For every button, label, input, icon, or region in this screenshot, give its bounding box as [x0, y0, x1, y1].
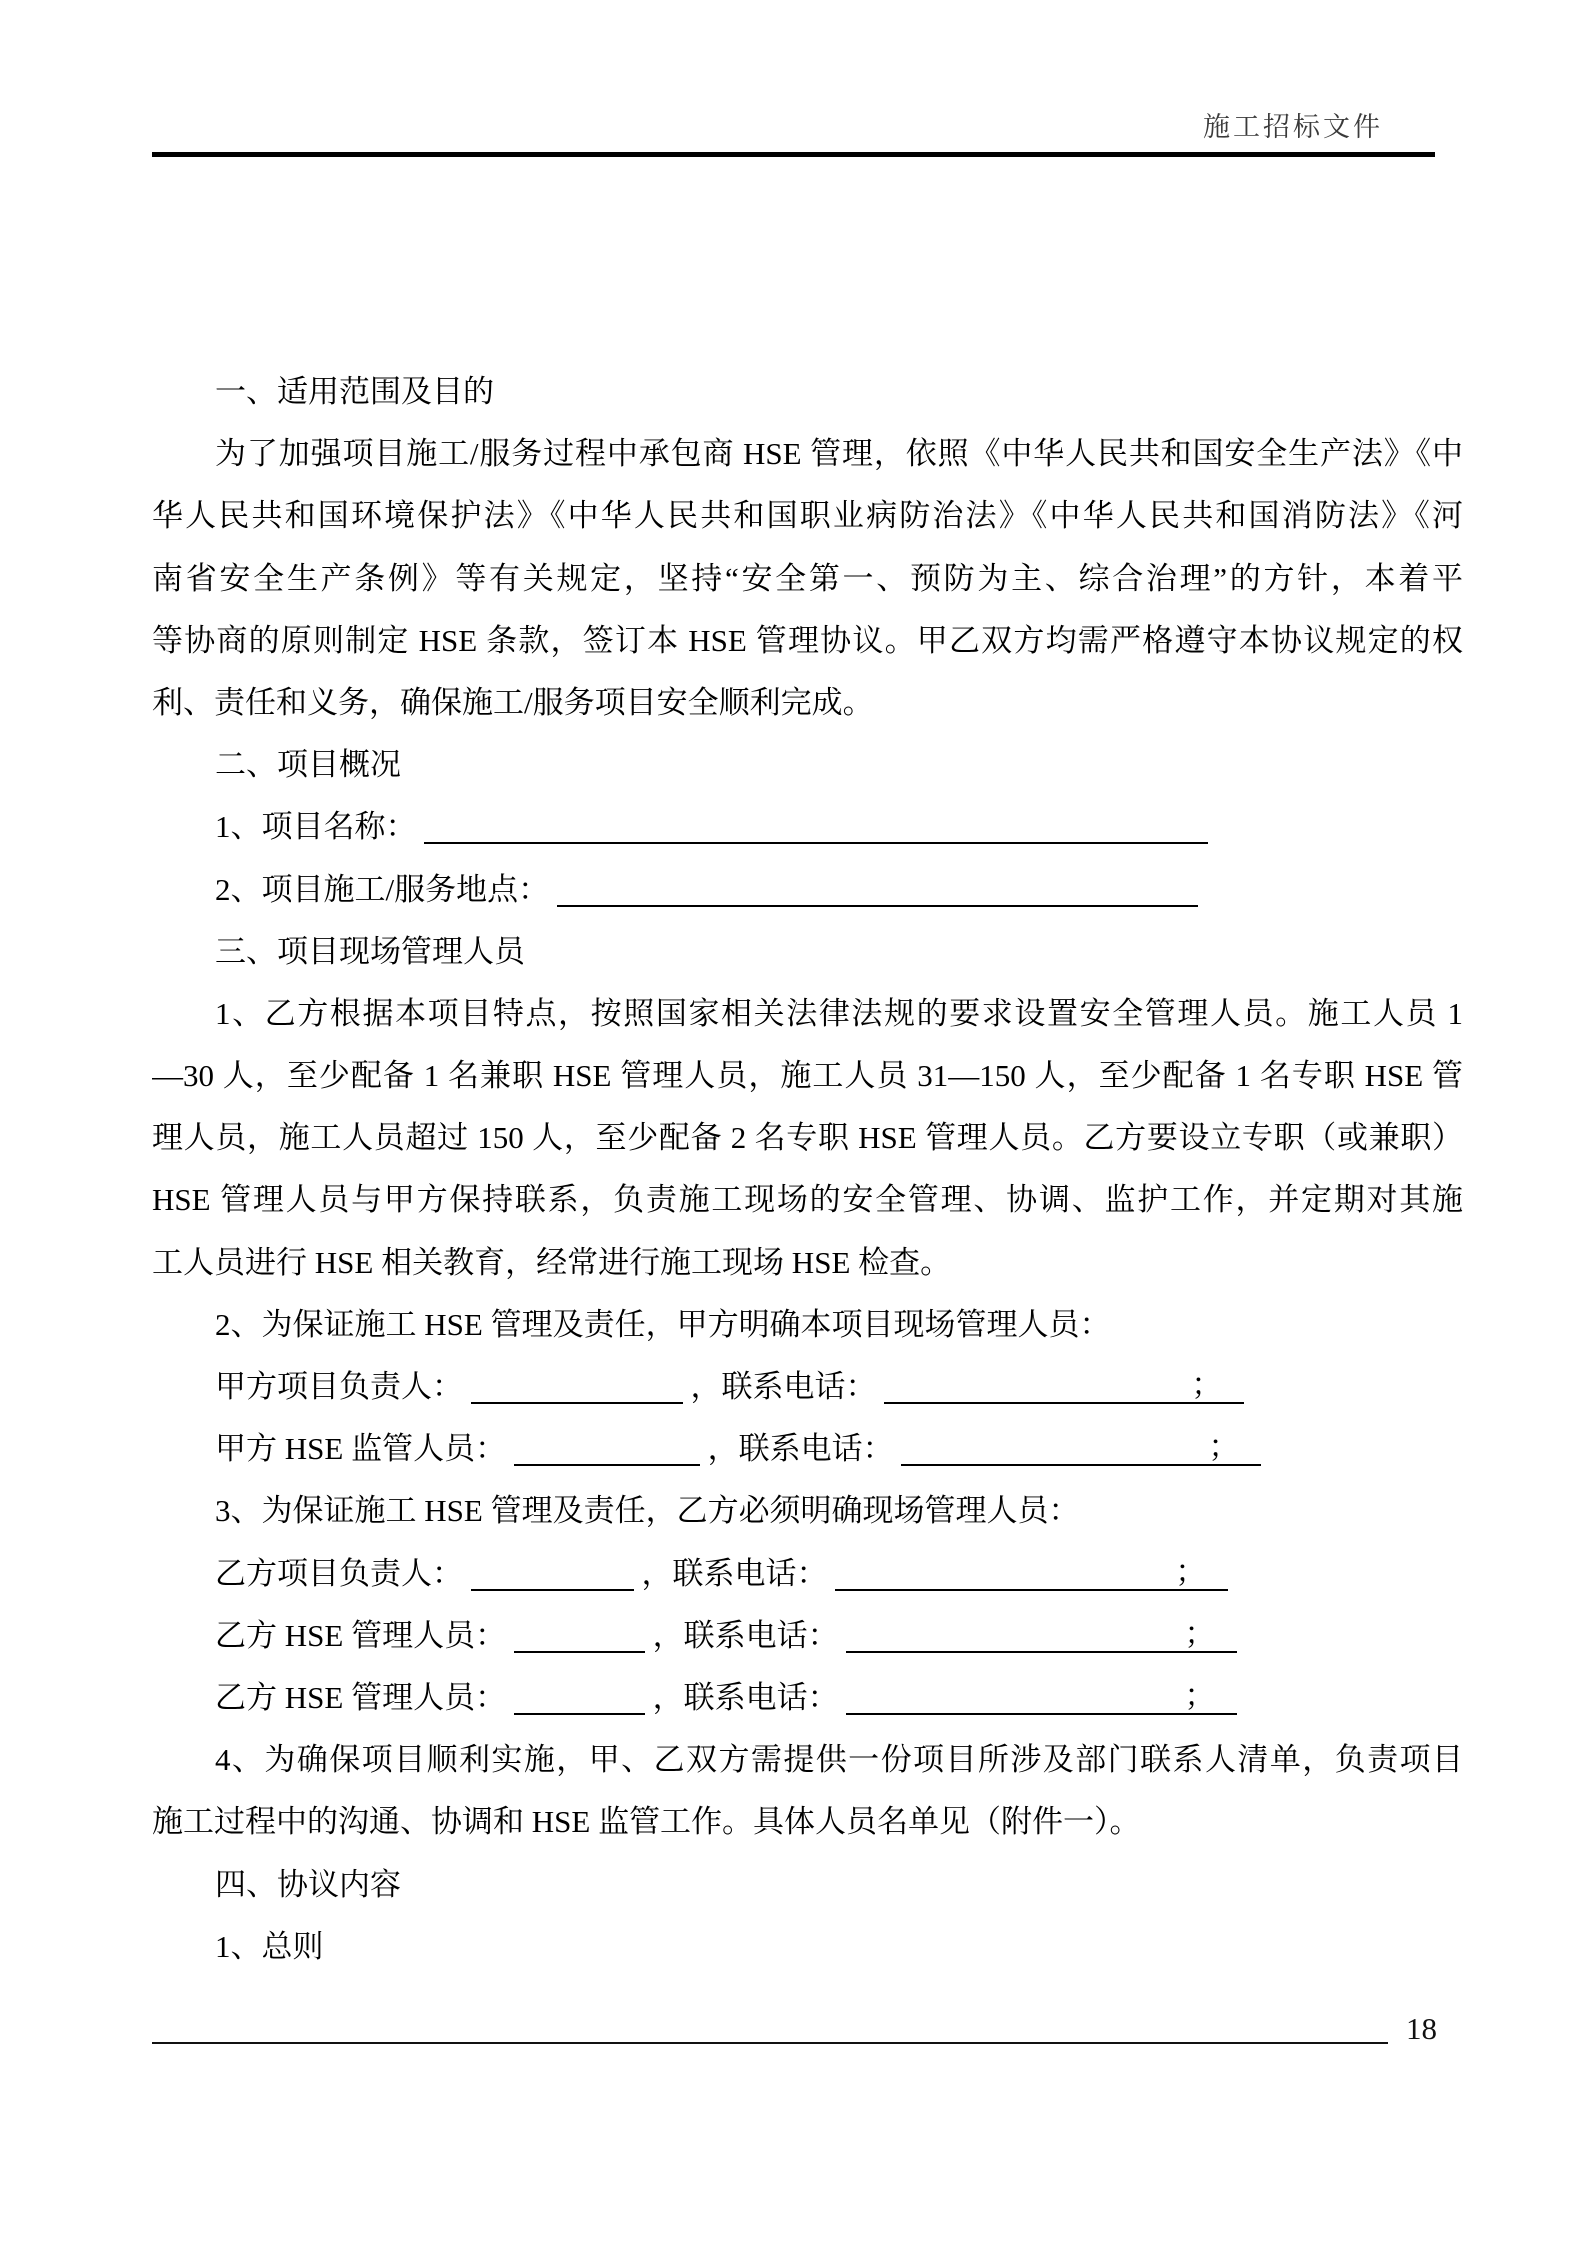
blank-punctuation: ； [1191, 1367, 1223, 1402]
heading-line: 四、协议内容 [215, 1866, 401, 1902]
form-label: 甲方 HSE 监管人员： [215, 1431, 514, 1467]
text-line: 华人民共和国环境保护法》《中华人民共和国职业病防治法》《中华人民共和国消防法》《河 [152, 498, 1463, 534]
text-line: 施工过程中的沟通、协调和 HSE 监管工作。具体人员名单见（附件一）。 [152, 1804, 1141, 1840]
form-label: ，联系电话： [644, 1679, 847, 1715]
fill-in-blank[interactable] [846, 1679, 1237, 1715]
blank-punctuation: ； [1184, 1677, 1216, 1713]
heading-line: 一、适用范围及目的 [215, 374, 494, 409]
text-line: —30 人，至少配备 1 名兼职 HSE 管理人员，施工人员 31—150 人，至少配备 1 名专职 HSE 管 [152, 1058, 1463, 1094]
form-line [152, 1667, 1463, 1729]
document-body [152, 361, 1463, 1978]
header-title: 施工招标文件 [1203, 112, 1383, 142]
fill-in-blank[interactable] [884, 1368, 1244, 1404]
form-label: ，联系电话： [699, 1431, 902, 1467]
form-line [152, 859, 1463, 921]
form-label: ，联系电话： [633, 1555, 836, 1591]
form-label: 乙方 HSE 管理人员： [215, 1617, 514, 1653]
fill-in-blank[interactable] [557, 871, 1198, 907]
text-line: 2、为保证施工 HSE 管理及责任，甲方明确本项目现场管理人员： [215, 1306, 1111, 1342]
fill-in-blank[interactable] [846, 1617, 1237, 1653]
form-label: ，联系电话： [682, 1369, 885, 1404]
form-label: 甲方项目负责人： [215, 1369, 471, 1404]
fill-in-blank[interactable] [835, 1555, 1228, 1591]
text-line: HSE 管理人员与甲方保持联系，负责施工现场的安全管理、协调、监护工作，并定期对其施 [152, 1182, 1463, 1218]
text-line: 1、乙方根据本项目特点，按照国家相关法律法规的要求设置安全管理人员。施工人员 1 [215, 995, 1463, 1031]
text-line: 3、为保证施工 HSE 管理及责任，乙方必须明确现场管理人员： [215, 1493, 1080, 1529]
fill-in-blank[interactable] [424, 808, 1208, 844]
form-label: ，联系电话： [644, 1617, 847, 1653]
form-label: 乙方 HSE 管理人员： [215, 1679, 514, 1715]
blank-punctuation: ； [1208, 1429, 1240, 1465]
form-line [152, 1605, 1463, 1667]
text-line: 南省安全生产条例》等有关规定，坚持“安全第一、预防为主、综合治理”的方针，本着平 [152, 560, 1463, 596]
header-rule [152, 152, 1435, 157]
page-number: 18 [1406, 2011, 1437, 2046]
heading-line: 三、项目现场管理人员 [215, 933, 525, 969]
fill-in-blank[interactable] [514, 1617, 645, 1653]
fill-in-blank[interactable] [514, 1679, 645, 1715]
text-line: 利、责任和义务，确保施工/服务项目安全顺利完成。 [152, 684, 874, 720]
form-line [152, 1418, 1463, 1480]
fill-in-blank[interactable] [471, 1368, 683, 1404]
text-line: 为了加强项目施工/服务过程中承包商 HSE 管理，依照《中华人民共和国安全生产法》《中 [215, 436, 1463, 472]
form-line [152, 1543, 1463, 1605]
form-line [152, 796, 1463, 858]
blank-punctuation: ； [1184, 1615, 1216, 1651]
text-line: 理人员，施工人员超过 150 人，至少配备 2 名专职 HSE 管理人员。乙方要设立专职（或兼职） [152, 1120, 1463, 1156]
blank-punctuation: ； [1175, 1553, 1207, 1589]
heading-line: 二、项目概况 [215, 747, 401, 783]
text-line: 4、为确保项目顺利实施，甲、乙双方需提供一份项目所涉及部门联系人清单，负责项目 [215, 1742, 1463, 1778]
text-line: 等协商的原则制定 HSE 条款，签订本 HSE 管理协议。甲乙双方均需严格遵守本协议规定的权 [152, 622, 1463, 658]
fill-in-blank[interactable] [514, 1430, 700, 1466]
form-line [152, 1356, 1463, 1418]
text-line: 工人员进行 HSE 相关教育，经常进行施工现场 HSE 检查。 [152, 1244, 952, 1280]
form-label: 1、项目名称： [215, 809, 425, 845]
form-label: 2、项目施工/服务地点： [215, 871, 557, 907]
footer-rule [152, 2042, 1388, 2044]
fill-in-blank[interactable] [471, 1555, 634, 1591]
form-label: 乙方项目负责人： [215, 1555, 471, 1591]
heading-line: 1、总则 [215, 1928, 324, 1964]
fill-in-blank[interactable] [901, 1430, 1261, 1466]
